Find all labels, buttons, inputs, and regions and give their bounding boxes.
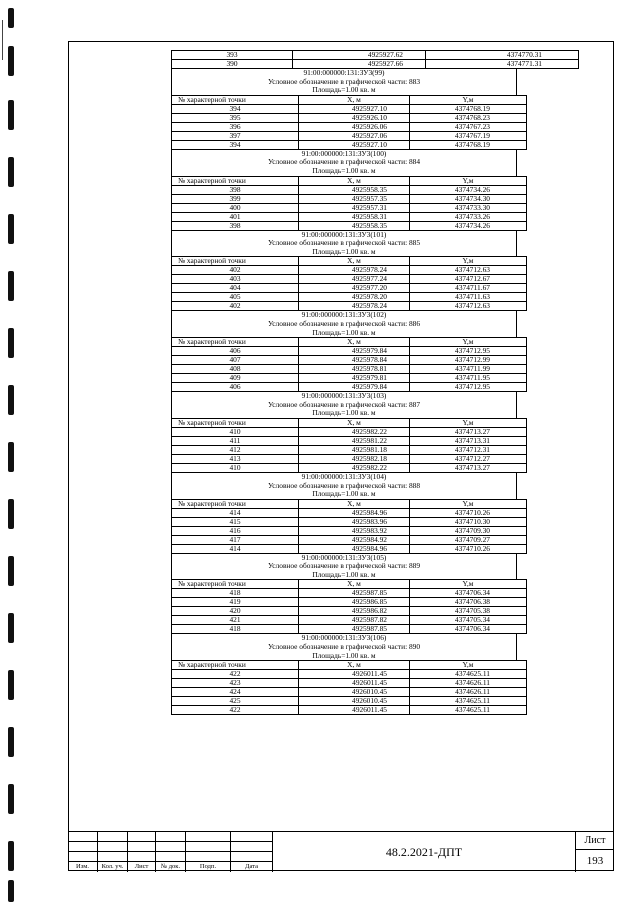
x-coordinate: 4925982.22 — [299, 427, 410, 436]
x-coordinate: 4925984.96 — [299, 544, 410, 553]
x-coordinate: 4925987.82 — [299, 616, 410, 625]
binding-hole-mark — [8, 385, 14, 415]
y-coordinate: 4374712.95 — [410, 347, 527, 356]
section-caption — [171, 634, 517, 660]
point-number: 423 — [172, 679, 299, 688]
column-header-x: X, м — [299, 499, 410, 508]
table-row — [172, 454, 527, 463]
point-number: 397 — [172, 131, 299, 140]
binding-hole-mark — [8, 328, 14, 358]
point-number: 419 — [172, 598, 299, 607]
point-number: 416 — [172, 526, 299, 535]
binding-hole-mark — [8, 442, 14, 472]
coordinates-table — [171, 95, 527, 150]
column-header-y: Y,м — [410, 661, 527, 670]
designation-text: Условное обозначение в графической части: 888 — [267, 480, 421, 490]
table-row — [172, 266, 527, 275]
x-coordinate: 4925986.85 — [299, 598, 410, 607]
x-coordinate: 4925958.31 — [299, 212, 410, 221]
binding-hole-mark — [8, 841, 14, 871]
x-coordinate: 4926011.45 — [299, 670, 410, 679]
point-number: 413 — [172, 454, 299, 463]
table-row — [172, 670, 527, 679]
designation-text: Условное обозначение в графической части: 886 — [267, 318, 421, 328]
table-row — [172, 284, 527, 293]
point-number: 410 — [172, 427, 299, 436]
stamp-label-kol-uch: Кол. уч. — [98, 862, 128, 872]
point-number: 418 — [172, 625, 299, 634]
y-coordinate: 4374713.27 — [410, 463, 527, 472]
table-row — [172, 445, 527, 454]
table-row — [172, 508, 527, 517]
table-row — [172, 688, 527, 697]
point-number: 408 — [172, 365, 299, 374]
x-coordinate: 4925957.31 — [299, 203, 410, 212]
table-row — [172, 517, 527, 526]
designation-text: Условное обозначение в графической части: 890 — [267, 642, 421, 652]
designation-text: Условное обозначение в графической части: 883 — [267, 76, 421, 86]
table-row — [172, 427, 527, 436]
x-coordinate: 4925926.10 — [299, 113, 410, 122]
area-text: Площадь=1.00 кв. м — [312, 85, 376, 95]
x-coordinate: 4925978.24 — [299, 266, 410, 275]
y-coordinate: 4374713.27 — [410, 427, 527, 436]
point-number: 393 — [172, 51, 293, 60]
table-row — [172, 356, 527, 365]
x-coordinate: 4925978.24 — [299, 302, 410, 311]
x-coordinate: 4925981.22 — [299, 436, 410, 445]
stamp-label-izm: Изм. — [68, 862, 98, 872]
binding-hole-mark — [8, 727, 14, 757]
area-text: Площадь=1.00 кв. м — [312, 327, 376, 337]
binding-hole-mark — [8, 499, 14, 529]
column-header-y: Y,м — [410, 95, 527, 104]
column-header-x: X, м — [299, 418, 410, 427]
table-row — [172, 203, 527, 212]
point-number: 409 — [172, 374, 299, 383]
binding-hole-mark — [8, 670, 14, 700]
y-coordinate: 4374767.23 — [410, 122, 527, 131]
y-coordinate: 4374734.30 — [410, 194, 527, 203]
x-coordinate: 4925978.81 — [299, 365, 410, 374]
designation-text: Условное обозначение в графической части: 885 — [267, 238, 421, 248]
y-coordinate: 4374712.63 — [410, 302, 527, 311]
table-row — [172, 131, 527, 140]
x-coordinate: 4925984.96 — [299, 508, 410, 517]
y-coordinate: 4374770.31 — [426, 51, 579, 60]
table-row — [172, 436, 527, 445]
x-coordinate: 4925958.35 — [299, 221, 410, 230]
table-row — [172, 616, 527, 625]
y-coordinate: 4374706.34 — [410, 625, 527, 634]
stamp-label-doc-number: № док. — [156, 862, 186, 872]
column-header-x: X, м — [299, 95, 410, 104]
section-caption — [171, 69, 517, 95]
document-code: 48.2.2021-ДПТ — [385, 845, 463, 859]
x-coordinate: 4925977.20 — [299, 284, 410, 293]
x-coordinate: 4925926.06 — [299, 122, 410, 131]
area-text: Площадь=1.00 кв. м — [312, 165, 376, 175]
point-number: 398 — [172, 185, 299, 194]
header-row — [172, 580, 527, 589]
y-coordinate: 4374711.95 — [410, 374, 527, 383]
point-number: 421 — [172, 616, 299, 625]
point-number: 396 — [172, 122, 299, 131]
parcel-id: 91:00:000000:131:ЗУ3(102) — [301, 310, 387, 320]
area-text: Площадь=1.00 кв. м — [312, 408, 376, 418]
table-row — [172, 535, 527, 544]
y-coordinate: 4374768.19 — [410, 104, 527, 113]
column-header-point: № характерной точки — [172, 95, 299, 104]
designation-text: Условное обозначение в графической части: 887 — [267, 399, 421, 409]
stamp-label-date: Дата — [231, 862, 273, 872]
y-coordinate: 4374705.38 — [410, 607, 527, 616]
y-coordinate: 4374711.63 — [410, 293, 527, 302]
point-number: 402 — [172, 266, 299, 275]
y-coordinate: 4374710.26 — [410, 544, 527, 553]
point-number: 418 — [172, 589, 299, 598]
binding-hole-mark — [8, 784, 14, 814]
y-coordinate: 4374733.30 — [410, 203, 527, 212]
x-coordinate: 4925983.92 — [299, 526, 410, 535]
table-row — [172, 589, 527, 598]
binding-hole-mark — [8, 214, 14, 244]
y-coordinate: 4374706.34 — [410, 589, 527, 598]
table-row — [172, 607, 527, 616]
y-coordinate: 4374712.27 — [410, 454, 527, 463]
binding-hole-mark — [8, 8, 14, 28]
section-caption — [171, 554, 517, 580]
x-coordinate: 4925982.18 — [299, 454, 410, 463]
y-coordinate: 4374734.26 — [410, 185, 527, 194]
table-row — [172, 51, 579, 60]
point-number: 405 — [172, 293, 299, 302]
x-coordinate: 4926011.45 — [299, 706, 410, 715]
parcel-id: 91:00:000000:131:ЗУ3(106) — [301, 633, 387, 643]
x-coordinate: 4925984.92 — [299, 535, 410, 544]
y-coordinate: 4374710.30 — [410, 517, 527, 526]
point-number: 415 — [172, 517, 299, 526]
point-number: 414 — [172, 508, 299, 517]
y-coordinate: 4374711.99 — [410, 365, 527, 374]
point-number: 424 — [172, 688, 299, 697]
table-row — [172, 347, 527, 356]
column-header-x: X, м — [299, 661, 410, 670]
coordinate-tables — [171, 50, 542, 715]
point-number: 422 — [172, 670, 299, 679]
x-coordinate: 4925979.81 — [299, 374, 410, 383]
x-coordinate: 4925957.35 — [299, 194, 410, 203]
coordinates-table — [171, 499, 527, 554]
table-row — [172, 140, 527, 149]
designation-text: Условное обозначение в графической части: 889 — [267, 561, 421, 571]
point-number: 394 — [172, 104, 299, 113]
area-text: Площадь=1.00 кв. м — [312, 489, 376, 499]
x-coordinate: 4925983.96 — [299, 517, 410, 526]
x-coordinate: 4925927.10 — [299, 104, 410, 113]
y-coordinate: 4374626.11 — [410, 679, 527, 688]
parcel-id: 91:00:000000:131:ЗУ3(99) — [303, 68, 385, 77]
column-header-x: X, м — [299, 176, 410, 185]
table-row — [172, 104, 527, 113]
y-coordinate: 4374712.67 — [410, 275, 527, 284]
header-row — [172, 499, 527, 508]
column-header-x: X, м — [299, 257, 410, 266]
section-caption — [171, 311, 517, 337]
point-number: 417 — [172, 535, 299, 544]
y-coordinate: 4374712.95 — [410, 383, 527, 392]
header-row — [172, 257, 527, 266]
column-header-point: № характерной точки — [172, 580, 299, 589]
header-row — [172, 418, 527, 427]
x-coordinate: 4925927.66 — [293, 60, 426, 69]
stamp-label-signature: Подп. — [186, 862, 231, 872]
column-header-x: X, м — [299, 338, 410, 347]
x-coordinate: 4925958.35 — [299, 185, 410, 194]
x-coordinate: 4926010.45 — [299, 688, 410, 697]
table-row — [172, 679, 527, 688]
x-coordinate: 4925978.84 — [299, 356, 410, 365]
point-number: 399 — [172, 194, 299, 203]
section-caption — [171, 392, 517, 418]
point-number: 412 — [172, 445, 299, 454]
table-row — [172, 293, 527, 302]
page-frame — [68, 41, 614, 871]
y-coordinate: 4374711.67 — [410, 284, 527, 293]
y-coordinate: 4374709.30 — [410, 526, 527, 535]
y-coordinate: 4374734.26 — [410, 221, 527, 230]
point-number: 395 — [172, 113, 299, 122]
binding-hole-mark — [8, 46, 14, 76]
parcel-id: 91:00:000000:131:ЗУ3(104) — [301, 471, 387, 481]
y-coordinate: 4374712.31 — [410, 445, 527, 454]
binding-hole-mark — [8, 880, 14, 902]
title-block — [68, 831, 614, 871]
y-coordinate: 4374626.11 — [410, 688, 527, 697]
point-number: 403 — [172, 275, 299, 284]
y-coordinate: 4374768.19 — [410, 140, 527, 149]
column-header-point: № характерной точки — [172, 499, 299, 508]
binding-line — [2, 20, 3, 60]
table-row — [172, 544, 527, 553]
table-row — [172, 185, 527, 194]
point-number: 398 — [172, 221, 299, 230]
header-row — [172, 95, 527, 104]
point-number: 394 — [172, 140, 299, 149]
y-coordinate: 4374768.23 — [410, 113, 527, 122]
point-number: 402 — [172, 302, 299, 311]
coordinates-table — [171, 256, 527, 311]
column-header-y: Y,м — [410, 257, 527, 266]
column-header-point: № характерной точки — [172, 338, 299, 347]
y-coordinate: 4374713.31 — [410, 436, 527, 445]
binding-hole-mark — [8, 157, 14, 187]
point-number: 420 — [172, 607, 299, 616]
section-caption — [171, 473, 517, 499]
point-number: 401 — [172, 212, 299, 221]
header-row — [172, 176, 527, 185]
x-coordinate: 4925987.85 — [299, 625, 410, 634]
y-coordinate: 4374709.27 — [410, 535, 527, 544]
point-number: 407 — [172, 356, 299, 365]
x-coordinate: 4925986.82 — [299, 607, 410, 616]
point-number: 406 — [172, 383, 299, 392]
y-coordinate: 4374710.26 — [410, 508, 527, 517]
parcel-id: 91:00:000000:131:ЗУ3(103) — [301, 391, 387, 401]
binding-hole-mark — [8, 613, 14, 643]
y-coordinate: 4374712.63 — [410, 266, 527, 275]
area-text: Площадь=1.00 кв. м — [312, 650, 376, 660]
table-row — [172, 706, 527, 715]
table-row — [172, 275, 527, 284]
x-coordinate: 4925979.84 — [299, 347, 410, 356]
point-number: 410 — [172, 463, 299, 472]
column-header-y: Y,м — [410, 176, 527, 185]
x-coordinate: 4926011.45 — [299, 679, 410, 688]
coordinates-table — [171, 176, 527, 231]
x-coordinate: 4925979.84 — [299, 383, 410, 392]
table-row — [172, 598, 527, 607]
table-row — [172, 122, 527, 131]
sheet-number: 193 — [575, 850, 614, 872]
section-caption — [171, 150, 517, 176]
y-coordinate: 4374705.34 — [410, 616, 527, 625]
parcel-id: 91:00:000000:131:ЗУ3(101) — [301, 229, 387, 239]
coordinates-table — [171, 579, 527, 634]
point-number: 422 — [172, 706, 299, 715]
x-coordinate: 4925982.22 — [299, 463, 410, 472]
table-row — [172, 697, 527, 706]
continuation-table — [171, 50, 579, 69]
column-header-point: № характерной точки — [172, 176, 299, 185]
table-row — [172, 526, 527, 535]
point-number: 404 — [172, 284, 299, 293]
binding-hole-mark — [8, 271, 14, 301]
column-header-y: Y,м — [410, 418, 527, 427]
column-header-x: X, м — [299, 580, 410, 589]
point-number: 406 — [172, 347, 299, 356]
section-caption — [171, 231, 517, 257]
coordinates-table — [171, 660, 527, 715]
x-coordinate: 4925927.06 — [299, 131, 410, 140]
table-row — [172, 365, 527, 374]
column-header-point: № характерной точки — [172, 418, 299, 427]
table-row — [172, 212, 527, 221]
y-coordinate: 4374733.26 — [410, 212, 527, 221]
table-row — [172, 113, 527, 122]
area-text: Площадь=1.00 кв. м — [312, 246, 376, 256]
point-number: 414 — [172, 544, 299, 553]
y-coordinate: 4374767.19 — [410, 131, 527, 140]
y-coordinate: 4374625.11 — [410, 706, 527, 715]
x-coordinate: 4925927.62 — [293, 51, 426, 60]
table-row — [172, 194, 527, 203]
x-coordinate: 4925977.24 — [299, 275, 410, 284]
sheet-label: Лист — [575, 832, 614, 850]
x-coordinate: 4925981.18 — [299, 445, 410, 454]
x-coordinate: 4925987.85 — [299, 589, 410, 598]
designation-text: Условное обозначение в графической части: 884 — [267, 157, 421, 167]
point-number: 400 — [172, 203, 299, 212]
coordinates-table — [171, 337, 527, 392]
y-coordinate: 4374625.11 — [410, 670, 527, 679]
coordinates-table — [171, 418, 527, 473]
header-row — [172, 338, 527, 347]
x-coordinate: 4925978.20 — [299, 293, 410, 302]
y-coordinate: 4374712.99 — [410, 356, 527, 365]
y-coordinate: 4374625.11 — [410, 697, 527, 706]
point-number: 425 — [172, 697, 299, 706]
column-header-point: № характерной точки — [172, 661, 299, 670]
binding-strip — [0, 0, 30, 905]
x-coordinate: 4926010.45 — [299, 697, 410, 706]
point-number: 390 — [172, 60, 293, 69]
binding-hole-mark — [8, 556, 14, 586]
area-text: Площадь=1.00 кв. м — [312, 569, 376, 579]
column-header-point: № характерной точки — [172, 257, 299, 266]
y-coordinate: 4374771.31 — [426, 60, 579, 69]
column-header-y: Y,м — [410, 338, 527, 347]
x-coordinate: 4925927.10 — [299, 140, 410, 149]
binding-hole-mark — [8, 100, 14, 130]
header-row — [172, 661, 527, 670]
parcel-id: 91:00:000000:131:ЗУ3(100) — [301, 148, 387, 158]
stamp-label-list: Лист — [128, 862, 156, 872]
point-number: 411 — [172, 436, 299, 445]
table-row — [172, 221, 527, 230]
column-header-y: Y,м — [410, 580, 527, 589]
table-row — [172, 374, 527, 383]
column-header-y: Y,м — [410, 499, 527, 508]
y-coordinate: 4374706.38 — [410, 598, 527, 607]
parcel-id: 91:00:000000:131:ЗУ3(105) — [301, 552, 387, 562]
